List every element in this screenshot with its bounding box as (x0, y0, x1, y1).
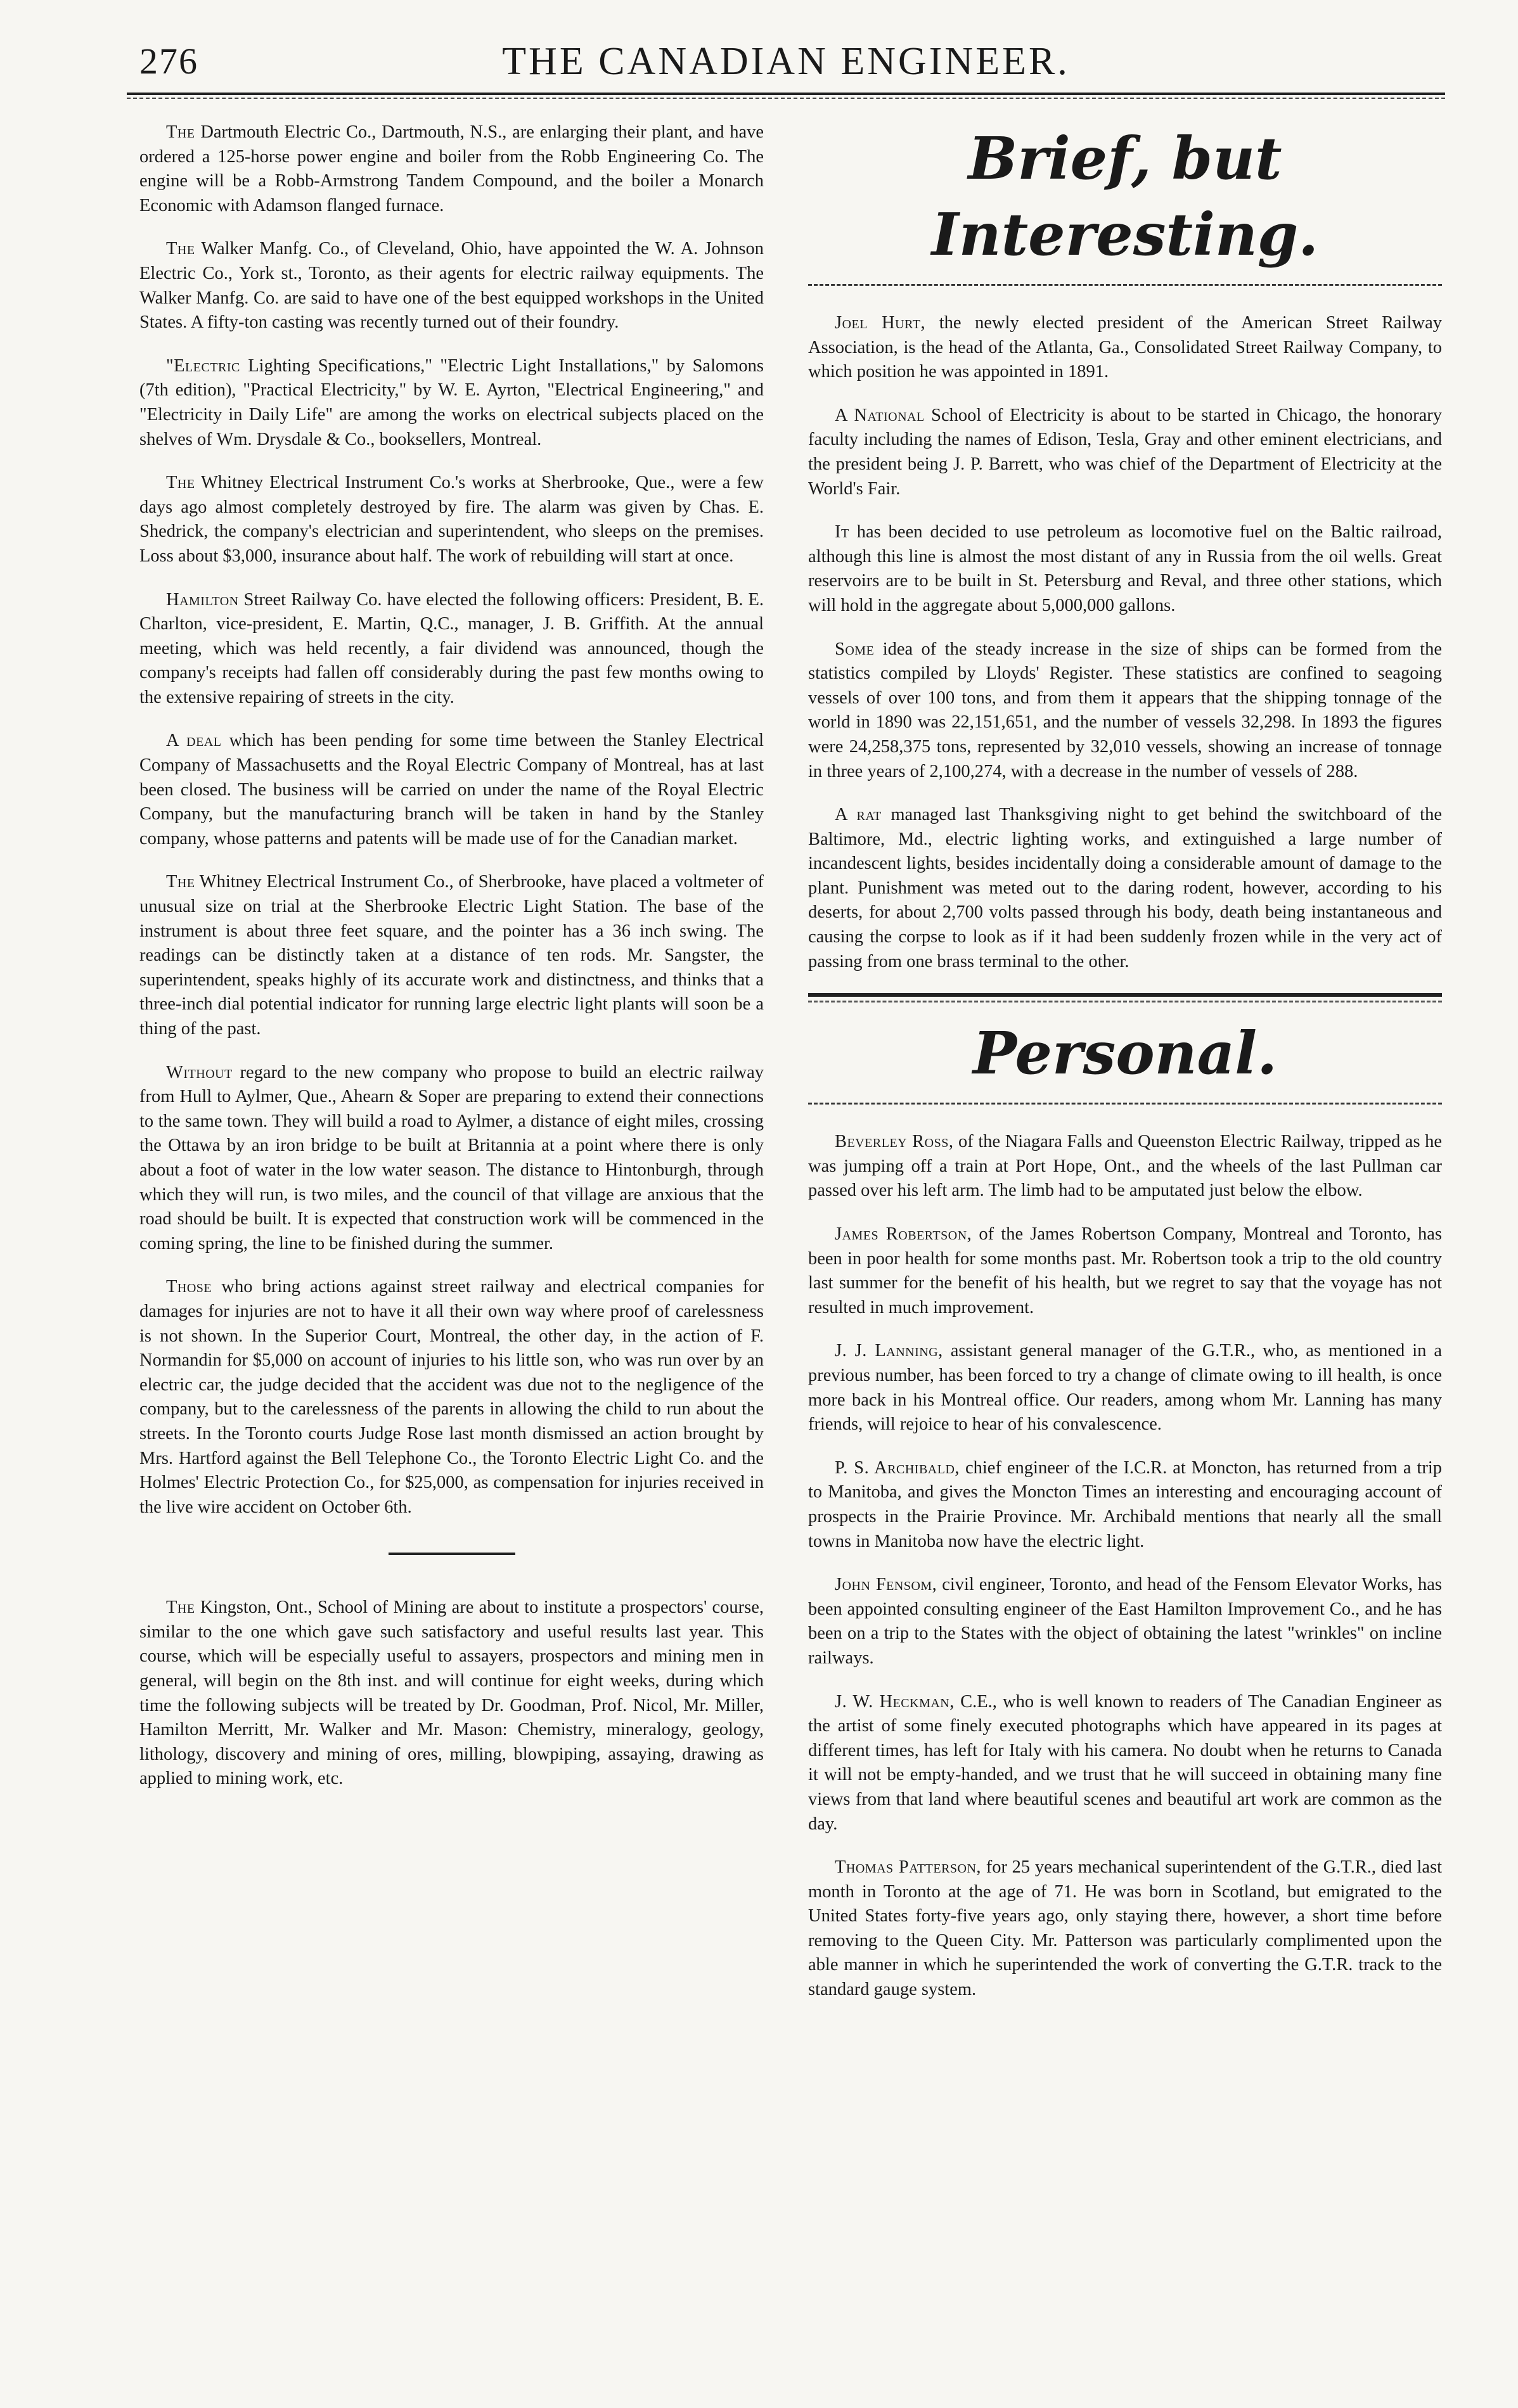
header-rule-dashed (127, 98, 1445, 99)
section-divider (389, 1553, 515, 1555)
journal-title: THE CANADIAN ENGINEER. (502, 40, 1070, 83)
news-item: Without regard to the new company who propose to build an electric railway from Hull to Aylmer, Que., Ahearn & Soper are preparing to extend their connections to the same town. They will build a road to Aylmer, a distance of eight miles, crossing the Ottawa by an iron bridge to be built at Britannia at a point where there is only about a foot of water in the low water season. The distance to Hintonburgh, through which they will run, is two miles, and the council of that village are anxious that the road should be built. It is expected that construction work will be commenced in the coming spring, the line to be finished during the summer. (139, 1062, 764, 1253)
page-header (139, 39, 1432, 90)
personal-item: P. S. Archibald, chief engineer of the I.C.R. at Moncton, has returned from a trip to Manitoba, and gives the Moncton Times an interesting and encouraging account of prospects in the Prairie Province. Mr. Archibald mentions that nearly all the small towns in Manitoba now have the electric light. (808, 1457, 1443, 1551)
left-column (139, 120, 764, 1810)
header-rule (127, 93, 1445, 95)
brief-item: It has been decided to use petroleum as locomotive fuel on the Baltic railroad, although this line is almost the most distant of any in Russia from the oil wells. Great reservoirs are to be built in St. Petersburg and Reval, and three other stations, which will hold in the aggregate about 5,000,000 gallons. (808, 522, 1442, 615)
personal-item: Beverley Ross, of the Niagara Falls and Queenston Electric Railway, tripped as he was jumping off a train at Port Hope, Ont., and the wheels of the last Pullman car passed over his left arm. The limb had to be amputated just below the elbow. (808, 1132, 1442, 1201)
section-divider (808, 993, 1442, 997)
personal-section-title: Personal. (972, 1019, 1278, 1088)
news-item: The Whitney Electrical Instrument Co.'s works at Sherbrooke, Que., were a few days ago almost completely destroyed by fire. The alarm was given by Chas. E. Shedrick, the company's electrician and superintendent, who sleeps on the premises. Loss about $3,000, insurance about half. The work of rebuilding will start at once. (139, 473, 764, 566)
title-rule (808, 1103, 1442, 1105)
brief-item: Joel Hurt, the newly elected president of the American Street Railway Association, is the head of the Atlanta, Ga., Consolidated Street Railway Company, to which position he was appointed in 1891. (808, 313, 1442, 382)
personal-item: Thomas Patterson, for 25 years mechanical superintendent of the G.T.R., died last month in Toronto at the age of 71. He was born in Scotland, but emigrated to the United States forty-five years ago, only staying there, however, a short time before removing to the Queen City. Mr. Patterson was particularly complimented upon the able manner in which he superintended the work of converting the G.T.R. track to the standard gauge system. (808, 1857, 1442, 2000)
news-item: The Dartmouth Electric Co., Dartmouth, N.S., are enlarging their plant, and have ordered a 125-horse power engine and boiler from the Robb Engineering Co. The engine will be a Robb-Armstrong Tandem Compound, and the boiler a Monarch Economic with Adamson flanged furnace. (139, 122, 764, 215)
right-column (808, 120, 1442, 2021)
news-item: The Whitney Electrical Instrument Co., of Sherbrooke, have placed a voltmeter of unusual size on trial at the Sherbrooke Electric Light Station. The base of the instrument is about three feet square, and the pointer has a 36 inch swing. The readings can be distinctly taken at a distance of ten rods. Mr. Sangster, the superintendent, speaks highly of its accurate work and distinctness, and thinks that a three-inch dial potential indicator for running large electric light plants will soon be a thing of the past. (139, 872, 764, 1039)
news-item: A deal which has been pending for some time between the Stanley Electrical Company of Massachusetts and the Royal Electric Company of Montreal, has at last been closed. The business will be carried on under the name of the Royal Electric Company, but the manufacturing branch will be taken in hand by the Stanley company, whose patterns and patents will be made use of for the Canadian market. (139, 731, 764, 849)
title-rule (808, 284, 1442, 286)
personal-item: James Robertson, of the James Robertson Company, Montreal and Toronto, has been in poor health for some months past. Mr. Robertson took a trip to the old country last summer for the benefit of his health, but we regret to say that the voyage has not resulted in much improvement. (808, 1224, 1442, 1317)
section-divider-dashed (808, 1001, 1442, 1002)
news-item: The Kingston, Ont., School of Mining are about to institute a prospectors' course, similar to the one which gave such satisfactory and useful results last year. This course, which will be especially useful to assayers, prospectors and mining men in general, will begin on the 8th inst. and will continue for eight weeks, during which time the following subjects will be treated by Dr. Goodman, Prof. Nicol, Mr. Miller, Hamilton Merritt, Mr. Walker and Mr. Mason: Chemistry, mineralogy, geology, lithology, discovery and mining of ores, milling, blowpiping, assaying, drawing as applied to mining work, etc. (139, 1598, 764, 1789)
brief-item: A National School of Electricity is about to be started in Chicago, the honorary faculty including the names of Edison, Tesla, Gray and other eminent electricians, and the president being J. P. Barrett, who was chief of the Department of Electricity at the World's Fair. (808, 405, 1442, 499)
page-number: 276 (139, 41, 198, 82)
brief-item: A rat managed last Thanksgiving night to get behind the switchboard of the Baltimore, Md., electric lighting works, and extinguished a large number of incandescent lights, besides incidentally doing a considerable amount of damage to the plant. Punishment was meted out to the daring rodent, however, according to his deserts, for about 2,700 volts passed through his body, death being instantaneous and causing the corpse to look as if it had been suddenly frozen while in the very act of passing from one brass terminal to the other. (808, 805, 1442, 971)
news-item: "Electric Lighting Specifications," "Electric Light Installations," by Salomons (7th edition), "Practical Electricity," by W. E. Ayrton, "Electrical Engineering," and "Electricity in Daily Life" are among the works on electrical subjects placed on the shelves of Wm. Drysdale & Co., booksellers, Montreal. (139, 355, 764, 449)
brief-item: Some idea of the steady increase in the size of ships can be formed from the statistics compiled by Lloyds' Register. These statistics are confined to seagoing vessels of over 100 tons, and from them it appears that the shipping tonnage of the world in 1890 was 22,151,651, and the number of vessels 32,298. In 1893 the figures were 24,258,375 tons, represented by 32,010 vessels, showing an increase of tonnage in three years of 2,100,274, with a decrease in the number of vessels of 288. (808, 639, 1442, 781)
personal-item: J. W. Heckman, C.E., who is well known to readers of The Canadian Engineer as the artist of some finely executed photographs which have appeared in its pages at different times, has left for Italy with his camera. No doubt when he returns to Canada it will not be empty-handed, and we trust that he will succeed in obtaining many fine views from that land where beautiful scenes and beautiful art work are common as the day. (808, 1691, 1442, 1834)
news-item: Hamilton Street Railway Co. have elected the following officers: President, B. E. Charlton, vice-president, E. Martin, Q.C., manager, J. B. Griffith. At the annual meeting, which was held recently, a fair dividend was announced, though the company's receipts had fallen off considerably during the past few months owing to the extensive repairing of streets in the city. (139, 589, 764, 707)
brief-section-title: Brief, but Interesting. (931, 124, 1319, 269)
personal-item: J. J. Lanning, assistant general manager of the G.T.R., who, as mentioned in a previous number, has been forced to try a change of climate owing to ill health, is once more back in his Montreal office. Our readers, among whom Mr. Lanning has many friends, will rejoice to hear of his convalescence. (808, 1341, 1442, 1435)
news-item: The Walker Manfg. Co., of Cleveland, Ohio, have appointed the W. A. Johnson Electric Co., York st., Toronto, as their agents for electric railway equipments. The Walker Manfg. Co. are said to have one of the best equipped workshops in the United States. A fifty-ton casting was recently turned out of their foundry. (139, 239, 764, 333)
news-item: Those who bring actions against street railway and electrical companies for damages for injuries are not to have it all their own way where proof of carelessness is not shown. In the Superior Court, Montreal, the other day, in the action of F. Normandin for $5,000 on account of injuries to his little son, who was run over by an electric car, the judge decided that the accident was due not to the negligence of the company, but to the carelessness of the parents in allowing the child to run about the streets. In the Toronto courts Judge Rose last month dismissed an action brought by Mrs. Hartford against the Bell Telephone Co., the Toronto Electric Light Co. and the Holmes' Electric Protection Co., for $25,000, as compensation for injuries received in the live wire accident on October 6th. (139, 1277, 764, 1517)
personal-item: John Fensom, civil engineer, Toronto, and head of the Fensom Elevator Works, has been appointed consulting engineer of the East Hamilton Improvement Co., and he has been on a trip to the States with the object of obtaining the latest "wrinkles" on incline railways. (808, 1575, 1442, 1668)
